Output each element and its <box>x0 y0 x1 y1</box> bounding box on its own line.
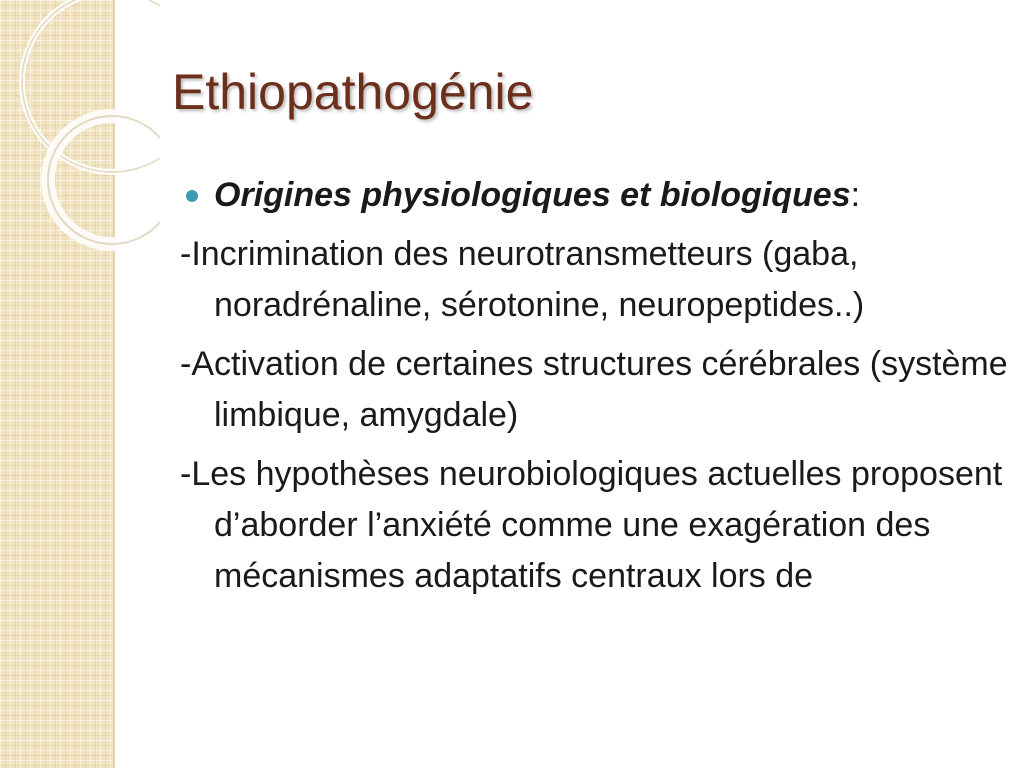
decorative-rings-icon <box>0 0 160 260</box>
paragraph-neurotransmitters: -Incrimination des neurotransmetteurs (gaba, noradrénaline, sérotonine, neuropeptides..) <box>180 235 865 324</box>
bullet-dot-icon <box>186 190 198 202</box>
bullet-item <box>180 170 1010 221</box>
paragraph-neurobiological-hypotheses: -Les hypothèses neurobiologiques actuelles proposent d’aborder l’anxiété comme une exagération des mécanismes adaptatifs centraux lors de <box>180 455 1003 595</box>
paragraph-brain-structures: -Activation de certaines structures cérébrales (système limbique, amygdale) <box>180 345 1008 434</box>
slide-body <box>180 170 1010 610</box>
bullet-heading: Origines physiologiques et biologiques <box>214 176 851 214</box>
bullet-suffix: : <box>850 176 861 214</box>
slide-title: Ethiopathogénie <box>172 64 534 120</box>
